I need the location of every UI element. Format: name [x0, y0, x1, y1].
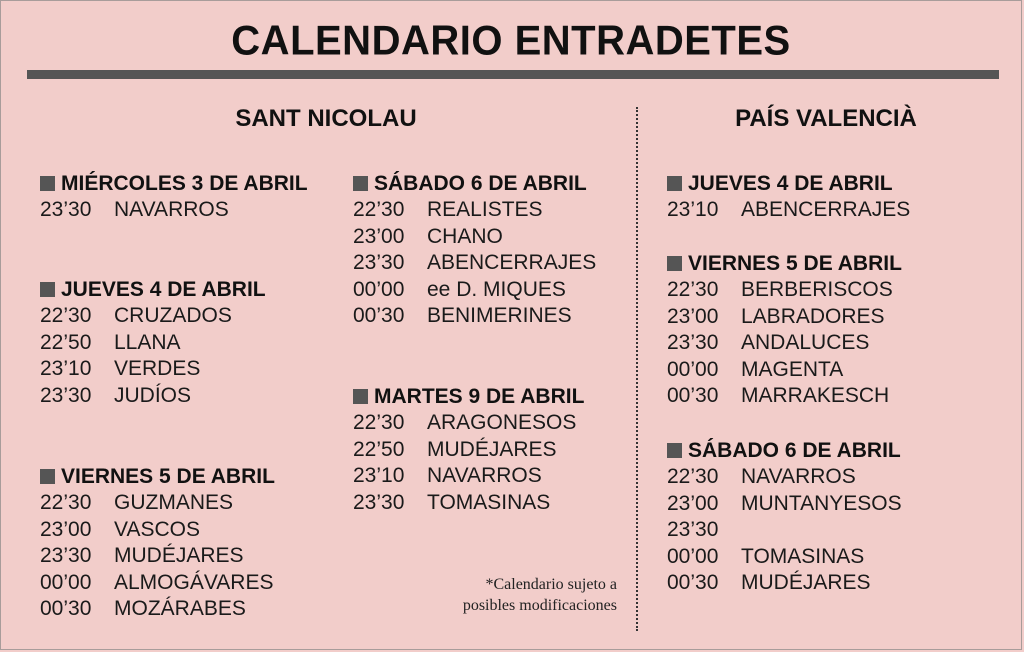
- time: 23’10: [353, 464, 405, 487]
- square-bullet-icon: [40, 176, 55, 191]
- schedule-row: [40, 303, 266, 330]
- group-name: BENIMERINES: [427, 304, 572, 327]
- pais-valencia-heading: PAÍS VALENCIÀ: [735, 105, 917, 132]
- day-heading: JUEVES 4 DE ABRIL: [667, 170, 910, 197]
- square-bullet-icon: [40, 469, 55, 484]
- schedule-row: [667, 491, 902, 518]
- time: 00’00: [353, 277, 405, 301]
- schedule-row: [667, 277, 902, 304]
- group-name: GUZMANES: [114, 491, 234, 514]
- schedule-day-block: [353, 170, 596, 330]
- group-name: ABENCERRAJES: [427, 251, 597, 274]
- day-heading: MARTES 9 DE ABRIL: [353, 383, 584, 410]
- time: 23’10: [40, 357, 92, 380]
- group-name: ABENCERRAJES: [741, 198, 911, 221]
- group-name: MOZÁRABES: [114, 597, 246, 620]
- day-heading: JUEVES 4 DE ABRIL: [40, 276, 266, 303]
- time: 23’30: [353, 490, 405, 514]
- footnote: [421, 574, 617, 616]
- time: 00’30: [40, 597, 92, 620]
- schedule-day-block: [667, 170, 910, 224]
- group-name: CRUZADOS: [114, 304, 232, 327]
- column-divider: [636, 107, 638, 631]
- schedule-day-block: [667, 250, 902, 410]
- schedule-row: [353, 437, 584, 464]
- schedule-row: [667, 544, 902, 571]
- schedule-day-block: [40, 170, 308, 224]
- time: 23’00: [667, 491, 719, 515]
- schedule-row: [353, 197, 596, 224]
- schedule-row: [353, 224, 596, 251]
- square-bullet-icon: [353, 389, 368, 404]
- day-heading: MIÉRCOLES 3 DE ABRIL: [40, 170, 308, 197]
- group-name: BERBERISCOS: [741, 278, 893, 301]
- schedule-row: [40, 197, 308, 224]
- square-bullet-icon: [667, 443, 682, 458]
- schedule-row: [40, 490, 275, 517]
- group-name: LABRADORES: [741, 304, 885, 328]
- time: 23’00: [353, 224, 405, 248]
- square-bullet-icon: [667, 256, 682, 271]
- sant-nicolau-heading: SANT NICOLAU: [235, 105, 417, 132]
- title-rule: [27, 70, 999, 79]
- time: 22’50: [353, 437, 405, 461]
- page-title: CALENDARIO ENTRADETES: [231, 17, 791, 65]
- time: 23’00: [40, 517, 92, 541]
- schedule-day-block: [40, 276, 266, 409]
- time: 22’30: [667, 465, 719, 488]
- time: 23’30: [667, 331, 719, 354]
- schedule-row: [353, 303, 596, 330]
- day-heading: SÁBADO 6 DE ABRIL: [353, 170, 596, 197]
- group-name: MUDÉJARES: [427, 437, 557, 461]
- schedule-row: [40, 543, 275, 570]
- time: 23’30: [40, 544, 92, 567]
- group-name: ANDALUCES: [741, 331, 870, 354]
- time: 23’30: [40, 198, 92, 221]
- schedule-row: [40, 596, 275, 623]
- group-name: NAVARROS: [741, 465, 856, 488]
- time: 23’30: [40, 383, 92, 407]
- time: 23’00: [667, 304, 719, 328]
- schedule-row: [667, 570, 902, 597]
- schedule-row: [667, 304, 902, 331]
- group-name: MAGENTA: [741, 357, 844, 381]
- schedule-row: [353, 410, 584, 437]
- schedule-row: [667, 517, 902, 544]
- group-name: MUDÉJARES: [741, 571, 871, 594]
- square-bullet-icon: [40, 282, 55, 297]
- time: 00’00: [667, 544, 719, 568]
- schedule-day-block: [353, 383, 584, 516]
- square-bullet-icon: [667, 176, 682, 191]
- time: 22’30: [40, 304, 92, 327]
- group-name: JUDÍOS: [114, 383, 192, 407]
- group-name: LLANA: [114, 330, 181, 354]
- schedule-day-block: [667, 437, 902, 597]
- schedule-row: [667, 330, 902, 357]
- group-name: ALMOGÁVARES: [114, 570, 274, 594]
- group-name: CHANO: [427, 224, 503, 248]
- time: 22’30: [353, 198, 405, 221]
- time: 22’30: [353, 411, 405, 434]
- schedule-row: [40, 517, 275, 544]
- time: 00’30: [667, 384, 719, 407]
- group-name: MARRAKESCH: [741, 384, 890, 407]
- schedule-row: [353, 490, 584, 517]
- time: 23’10: [667, 198, 719, 221]
- group-name: MUNTANYESOS: [741, 491, 902, 515]
- day-heading: SÁBADO 6 DE ABRIL: [667, 437, 902, 464]
- group-name: REALISTES: [427, 198, 543, 221]
- time: 22’30: [40, 491, 92, 514]
- square-bullet-icon: [353, 176, 368, 191]
- group-name: VERDES: [114, 357, 201, 380]
- time: 00’00: [40, 570, 92, 594]
- time: 00’30: [667, 571, 719, 594]
- time: 23’30: [667, 518, 719, 541]
- schedule-row: [40, 383, 266, 410]
- schedule-row: [667, 197, 910, 224]
- schedule-day-block: [40, 463, 275, 623]
- schedule-row: [40, 570, 275, 597]
- time: 00’00: [667, 357, 719, 381]
- schedule-row: [353, 250, 596, 277]
- footnote-line: posibles modificaciones: [462, 597, 617, 614]
- day-heading: VIERNES 5 DE ABRIL: [40, 463, 275, 490]
- time: 23’30: [353, 251, 405, 274]
- schedule-row: [667, 357, 902, 384]
- group-name: VASCOS: [114, 517, 200, 541]
- schedule-row: [667, 464, 902, 491]
- day-heading: VIERNES 5 DE ABRIL: [667, 250, 902, 277]
- footnote-line: *Calendario sujeto a: [485, 576, 617, 593]
- time: 22’30: [667, 278, 719, 301]
- group-name: NAVARROS: [114, 198, 229, 221]
- group-name: NAVARROS: [427, 464, 542, 487]
- schedule-row: [40, 330, 266, 357]
- group-name: ee D. MIQUES: [427, 277, 566, 301]
- group-name: MUDÉJARES: [114, 544, 244, 567]
- schedule-row: [40, 356, 266, 383]
- schedule-row: [353, 277, 596, 304]
- time: 22’50: [40, 330, 92, 354]
- schedule-row: [667, 383, 902, 410]
- time: 00’30: [353, 304, 405, 327]
- group-name: ARAGONESOS: [427, 411, 577, 434]
- group-name: TOMASINAS: [741, 544, 865, 568]
- group-name: TOMASINAS: [427, 490, 551, 514]
- schedule-row: [353, 463, 584, 490]
